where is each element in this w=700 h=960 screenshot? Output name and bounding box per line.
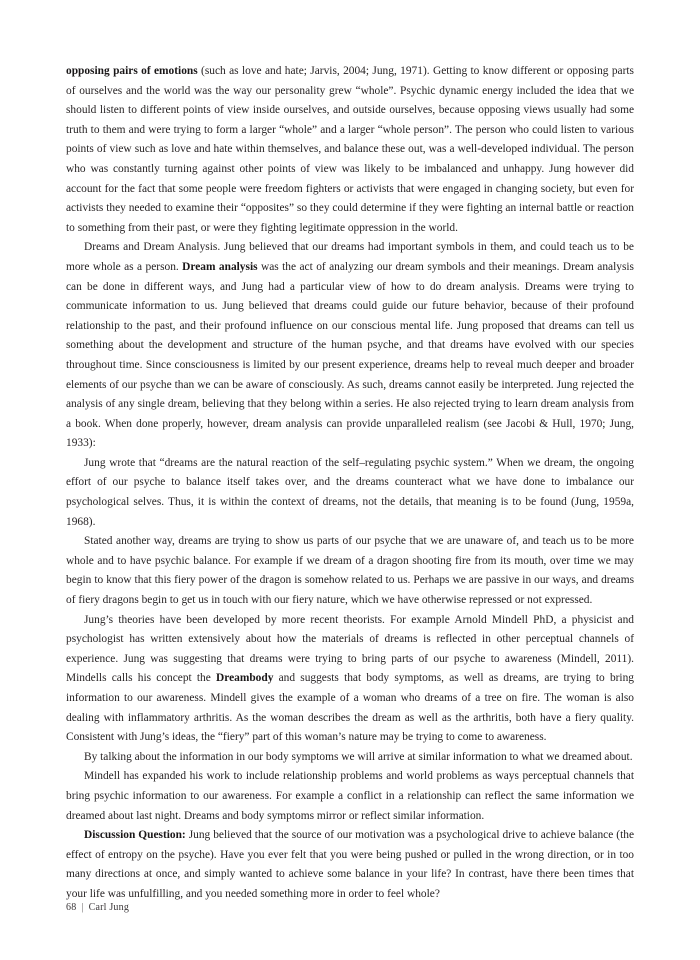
emphasis-text: Dreambody bbox=[216, 672, 274, 685]
emphasis-text: Dream analysis bbox=[182, 260, 258, 273]
footer-page-number: 68 bbox=[66, 902, 77, 913]
page-body-text bbox=[66, 62, 634, 905]
emphasis-text: Discussion Question: bbox=[84, 829, 186, 842]
page-footer bbox=[66, 902, 129, 913]
emphasis-text: opposing pairs of emotions bbox=[66, 65, 198, 77]
paragraph: Dreams and Dream Analysis. Jung believed that our dreams had important symbols in them, and could teach us to be more whole as a person. Dream analysis was the act of analyzing our dream symbols and their meanings. Dream analysis can be done in different ways, and Jung had a particular view of how to do dream analysis. Dreams were trying to communicate information to us. Jung believed that dreams could guide our future behavior, because of their profound relationship to the past, and their profound influence on our conscious mental life. Jung proposed that dreams can tell us something about the development and structure of the human psyche, and that dreams have evolved with our species throughout time. Since consciousness is limited by our present experience, dreams help to reveal much deeper and broader elements of our psyche than we can be aware of consciously. As such, dreams cannot easily be interpreted. Jung rejected the analysis of any single dream, believing that they belong within a series. He also rejected trying to learn dream analysis from a book. When done properly, however, dream analysis can provide unparalleled realism (see Jacobi & Hull, 1970; Jung, 1933): bbox=[66, 241, 634, 450]
paragraph: Discussion Question: Jung believed that the source of our motivation was a psychological drive to achieve balance (the effect of entropy on the psyche). Have you ever felt that you were being pushed or pulled in the wrong direction, or in too many directions at once, and simply wanted to achieve some balance in your life? In contrast, have there been times that your life was unfulfilling, and you needed something more in order to feel whole? bbox=[66, 829, 634, 900]
paragraph: Jung’s theories have been developed by more recent theorists. For example Arnold Mindell PhD, a physicist and psychologist has written extensively about how the materials of dreams is reflected in other perceptual channels of experience. Jung was suggesting that dreams were trying to bring parts of our psyche to awareness (Mindell, 2011). Mindells calls his concept the Dreambody and suggests that body symptoms, as well as dreams, are trying to bring information to our awareness. Mindell gives the example of a woman who dreams of a tree on fire. The woman is also dealing with inflammatory arthritis. As the woman describes the dream as well as the arthritis, both have a fiery quality. Consistent with Jung’s ideas, the “fiery” part of this woman’s nature may be trying to come to awareness. bbox=[66, 613, 634, 744]
paragraph: opposing pairs of emotions (such as love and hate; Jarvis, 2004; Jung, 1971). Getting to know different or opposing parts of ourselves and the world was the way our personality grew “whole”. Psychic dynamic energy included the idea that we should listen to different points of view inside ourselves, and outside ourselves, because opposing views usually had some truth to them and were trying to form a larger “whole” and a larger “whole person”. The person who could listen to various points of view such as love and hate within themselves, and balance these out, was a well-developed individual. The person who was constantly turning against other points of view was likely to be imbalanced and unhappy. Jung however did account for the fact that some people were freedom fighters or activists that were engaged in changing society, but even for activists they needed to examine their “opposites” so they could determine if they were fighting an internal battle or reaction to something from their past, or were they fighting legitimate oppression in the world. bbox=[66, 65, 634, 234]
paragraph: By talking about the information in our body symptoms we will arrive at similar information to what we dreamed about. bbox=[84, 750, 633, 763]
paragraph: Jung wrote that “dreams are the natural reaction of the self–regulating psychic system.” When we dream, the ongoing effort of our psyche to balance itself takes over, and the dreams counteract what we have done to imbalance our psychological selves. Thus, it is within the context of dreams, not the details, that meaning is to be found (Jung, 1959a, 1968). bbox=[66, 456, 634, 528]
footer-running-title: Carl Jung bbox=[88, 902, 130, 913]
footer-separator: | bbox=[81, 902, 84, 913]
paragraph: Mindell has expanded his work to include relationship problems and world problems as ways perceptual channels that bring psychic information to our awareness. For example a conflict in a relationship can reflect the same information we dreamed about last night. Dreams and body symptoms mirror or reflect similar information. bbox=[66, 770, 634, 822]
paragraph: Stated another way, dreams are trying to show us parts of our psyche that we are unaware of, and teach us to be more whole and to have psychic balance. For example if we dream of a dragon shooting fire from its mouth, over time we may begin to know that this fiery power of the dragon is somehow related to us. Perhaps we are passive in our ways, and dreams of fiery dragons begin to get us in touch with our fiery nature, which we have otherwise repressed or not expressed. bbox=[66, 535, 634, 607]
